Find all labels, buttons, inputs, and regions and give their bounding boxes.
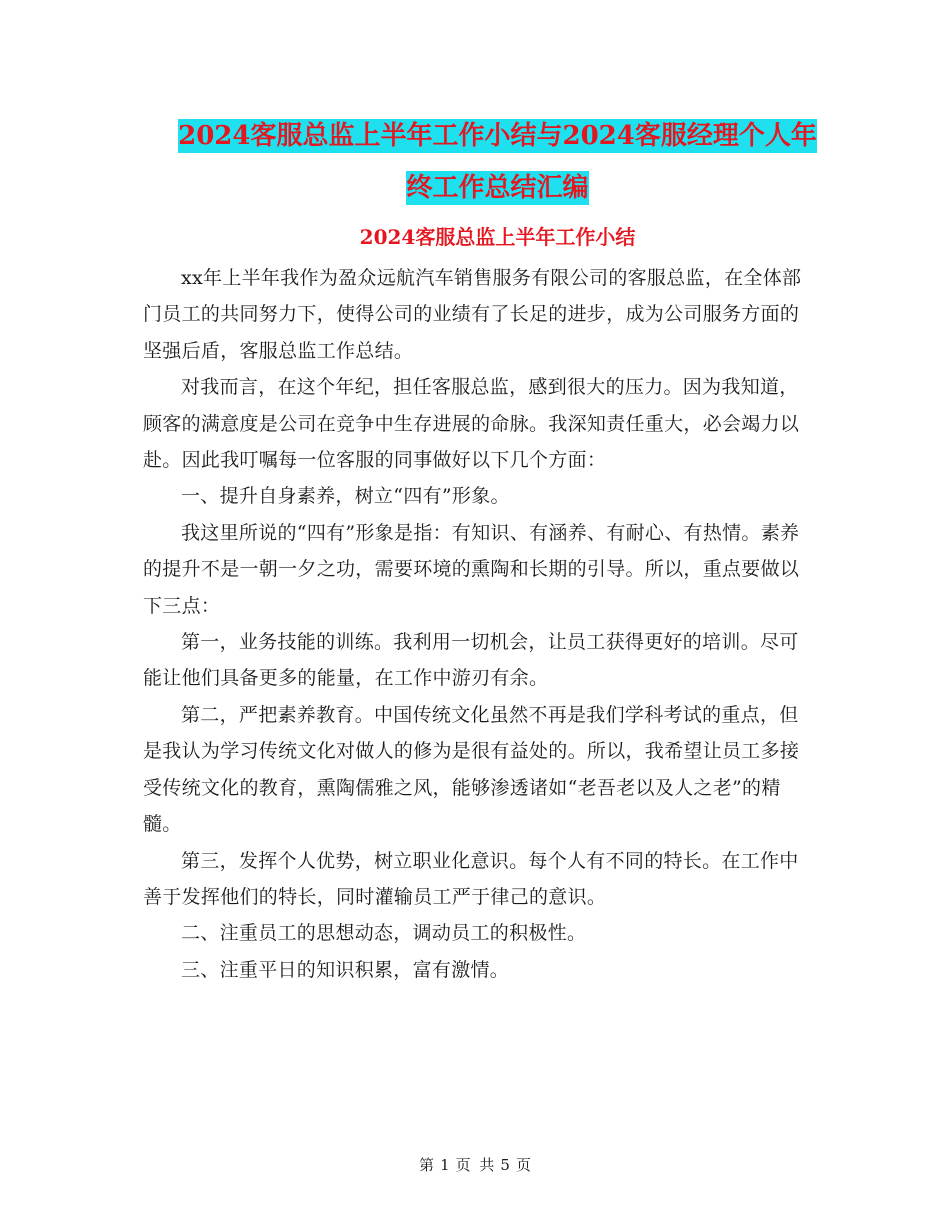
title-line-1: 2024客服总监上半年工作小结与2024客服经理个人年 xyxy=(178,121,817,151)
footer-prefix: 第 xyxy=(419,1156,435,1174)
title-line-2: 终工作总结汇编 xyxy=(406,173,589,203)
paragraph: 二、注重员工的思想动态，调动员工的积极性。 xyxy=(181,922,587,945)
footer-suffix: 页 xyxy=(515,1156,531,1174)
footer-page-number: 1 xyxy=(440,1156,450,1174)
paragraph: 对我而言，在这个年纪，担任客服总监，感到很大的压力。因为我知道，顾客的满意度是公司在竞争中生存进展的命脉。我深知责任重大，必会竭力以赴。因此我叮嘱每一位客服的同事做好以下几个方面： xyxy=(143,376,800,472)
document-title xyxy=(140,110,855,214)
page-footer xyxy=(0,1154,950,1176)
paragraph: 第二，严把素养教育。中国传统文化虽然不再是我们学科考试的重点，但是我认为学习传统文化对做人的修为是很有益处的。所以，我希望让员工多接受传统文化的教育，熏陶儒雅之风，能够渗透诸如“老吾老以及人之老”的精髓。 xyxy=(143,703,800,836)
footer-middle: 页 共 xyxy=(455,1156,495,1174)
paragraph: xx年上半年我作为盈众远航汽车销售服务有限公司的客服总监，在全体部门员工的共同努力下，使得公司的业绩有了长足的进步，成为公司服务方面的坚强后盾，客服总监工作总结。 xyxy=(143,267,802,362)
section-title: 2024客服总监上半年工作小结 xyxy=(359,225,636,249)
body-text xyxy=(143,260,805,988)
paragraph: 一、提升自身素养，树立“四有”形象。 xyxy=(181,485,510,508)
paragraph: 第三，发挥个人优势，树立职业化意识。每个人有不同的特长。在工作中善于发挥他们的特长，同时灌输员工严于律己的意识。 xyxy=(143,849,799,908)
footer-total-pages: 5 xyxy=(500,1156,510,1174)
paragraph: 三、注重平日的知识积累，富有激情。 xyxy=(181,958,510,981)
paragraph: 我这里所说的“四有”形象是指：有知识、有涵养、有耐心、有热情。素养的提升不是一朝一夕之功，需要环境的熏陶和长期的引导。所以，重点要做以下三点： xyxy=(143,521,800,617)
paragraph: 第一，业务技能的训练。我利用一切机会，让员工获得更好的培训。尽可能让他们具备更多的能量，在工作中游刃有余。 xyxy=(143,631,799,690)
